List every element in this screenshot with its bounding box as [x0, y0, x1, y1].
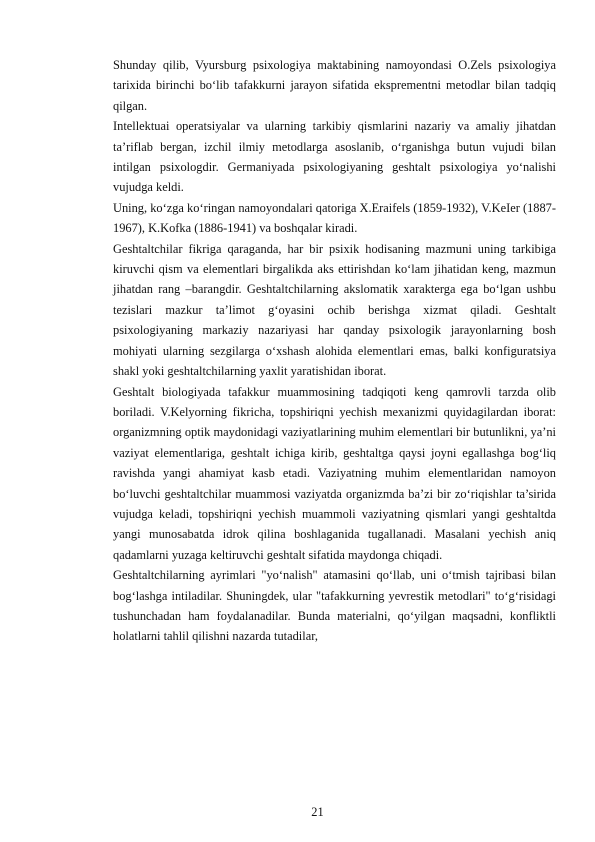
paragraph-1-text: Shunday qilib, Vyursburg psixologiya maktabining namoyondasi O.Zels psixologiya tarixida birinchi bo‘lib tafakkurni jarayon sifatida eksprementni metodlar bilan tadqiq qilgan. — [113, 58, 556, 113]
page-number: 21 — [311, 805, 324, 819]
paragraph-4 — [113, 239, 556, 382]
paragraph-5 — [113, 382, 556, 566]
paragraph-3-text: Uning, ko‘zga ko‘ringan namoyondalari qatoriga X.Eraifels (1859-1932), V.KeIer (1887-1967), K.Kofka (1886-1941) va boshqalar kiradi. — [113, 200, 556, 236]
paragraph-2-text: Intellektuai operatsiyalar va ularning tarkibiy qismlarini nazariy va amaliy jihatdan ta’riflab bergan, izchil ilmiy metodlarga asoslanib, o‘rganishga butun vujudi bilan intilgan psixologdir. Germaniyada psixologiyaning geshtalt psixologiya yo‘nalishi vujudga keldi. — [113, 119, 556, 195]
paragraph-4-text: Geshtaltchilar fikriga qaraganda, har bir psixik hodisaning mazmuni uning tarkibiga kiruvchi qism va elementlari birgalikda aks ettirishdan ko‘lam jihatidan keng, mazmun jihatdan rang –barangdir. Geshtaltchilarning akslomatik xarakterga ega bo‘lgan ushbu tezislari mazkur ta’limot g‘oyasini ochib berishga xizmat qiladi. Geshtalt psixologiyaning markaziy nazariyasi har qanday psixologik jarayonlarning bosh mohiyati ularning sezgilarga o‘xshash alohida elementlari emas, balki konfiguratsiya shakl yoki geshtaltchilarning yaxlit yaratishidan iborat. — [113, 241, 556, 379]
paragraph-2 — [113, 116, 556, 198]
paragraph-5-text: Geshtalt biologiyada tafakkur muammosining tadqiqoti keng qamrovli tarzda olib boriladi. V.Kelyorning fikricha, topshiriqni yechish mexanizmi quyidagilardan iborat: organizmning optik maydonidagi vaziyatlarining muhim elementlari bir butunlikni, ya’ni vaziyat elementlariga, geshtalt ichiga kirib, geshtaltga qaysi joyni egallashga bog‘liq ravishda yangi ahamiyat kasb etadi. Vaziyatning muhim elementlaridan namoyon bo‘luvchi geshtaltchilar muammosi vaziyatda organizmda ba’zi bir zo‘riqishlar ta’sirida vujudga keladi, topshiriqni yechish muammoli vaziyatning qismlari yangi geshtaltda yangi munosabatda idrok qilina boshlaganida tugallanadi. Masalani yechish aniq qadamlarni yuzaga keltiruvchi geshtalt sifatida maydonga chiqadi. — [113, 384, 556, 562]
paragraph-1 — [113, 55, 556, 116]
paragraph-6 — [113, 565, 556, 647]
body-text — [113, 55, 556, 647]
paragraph-3 — [113, 198, 556, 239]
paragraph-6-text: Geshtaltchilarning ayrimlari "yo‘nalish" atamasini qo‘llab, uni o‘tmish tajribasi bilan bog‘lashga intiladilar. Shuningdek, ular "tafakkurning yevrestik metodlari" to‘g‘risidagi tushunchadan ham foydalanadilar. Bunda materialni, qo‘yilgan maqsadni, konfliktli holatlarni tahlil qilishni nazarda tutadilar, — [113, 568, 556, 644]
